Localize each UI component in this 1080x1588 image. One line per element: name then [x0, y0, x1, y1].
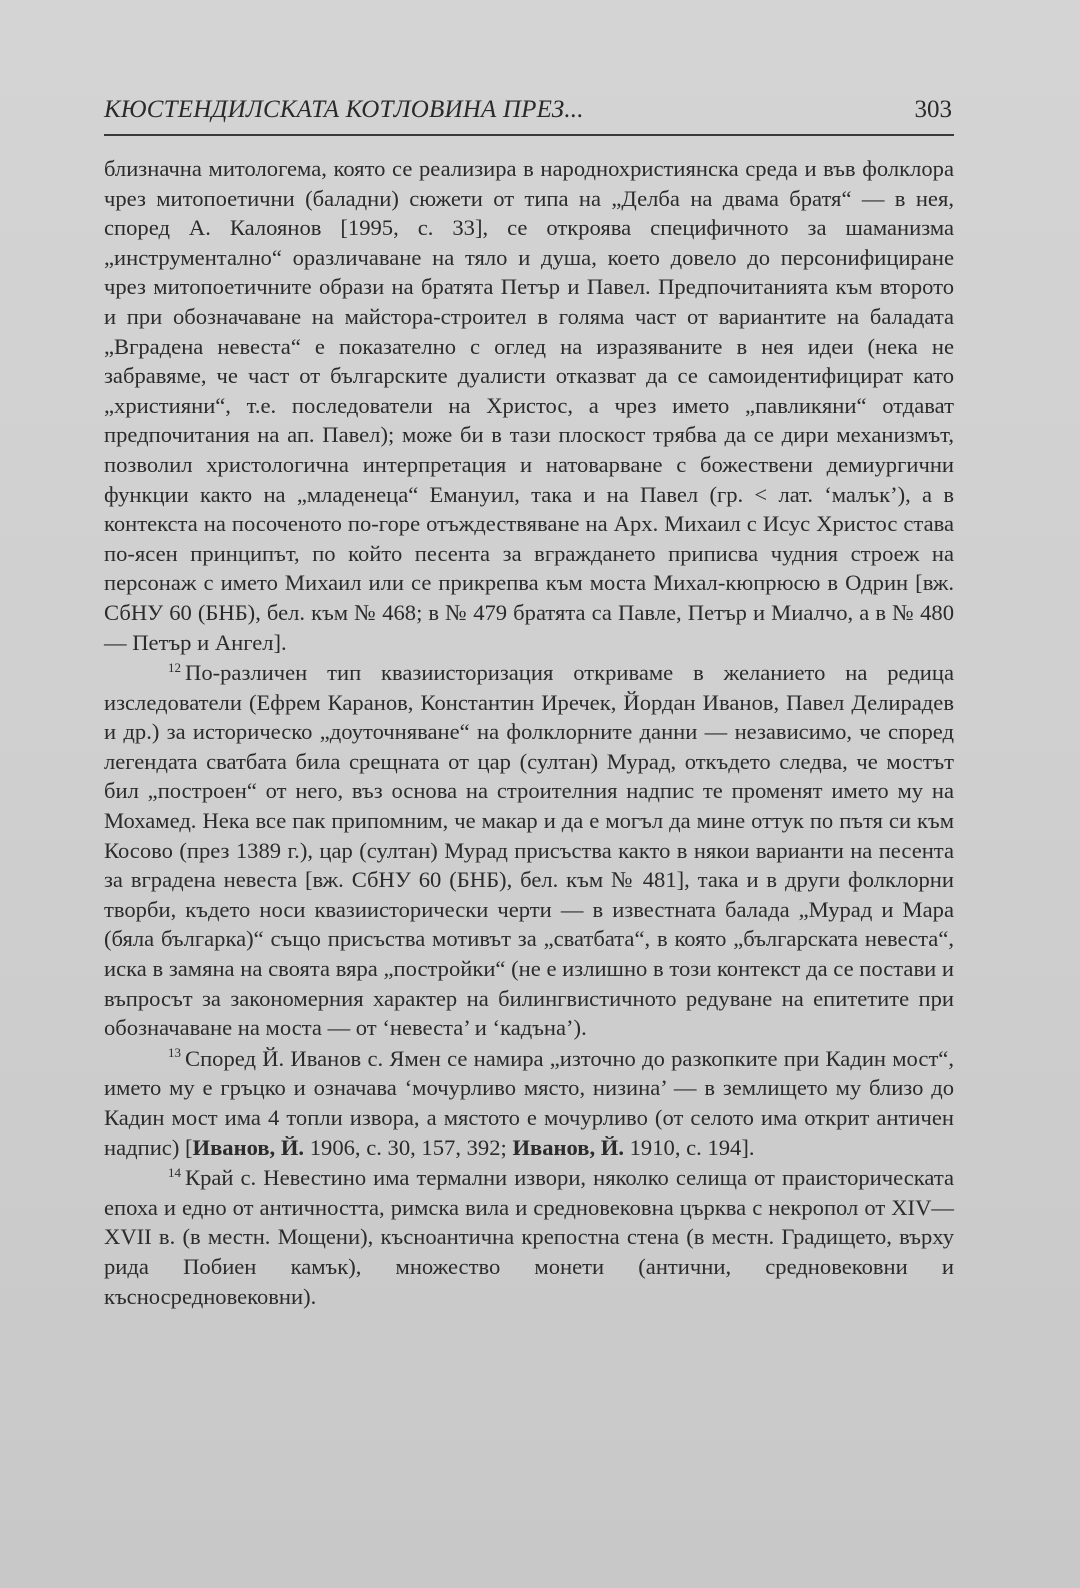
footnote-14-text: Край с. Невестино има термални извори, няколко селища от праисторическата епоха и едно от античността, римска вила и средновековна църква с некропол от XIV—XVII в. (в местн. Мощени), късноантична крепостна стена (в местн. Градището, върху рида Побиен камък), множество монети (антични, средновековни и късносредновековни). — [104, 1165, 954, 1309]
footnote-13 — [104, 1044, 954, 1162]
footnote-13-text-c: 1910, с. 194]. — [623, 1134, 755, 1160]
continuation-paragraph: близначна митологема, която се реализира в народнохристиянска среда и във фолклора чрез митопоетични (баладни) сюжети от типа на „Делба на двама братя“ — в нея, според А. Калоянов [1995, с. 33], се откроява специфичното за шаманизма „инструментално“ оразличаване на тяло и душа, което довело до персонифициране чрез митопоетичните образи на братята Петър и Павел. Предпочитанията към второто и при обозначаване на майстора-строител в голяма част от вариантите на баладата „Вградена невеста“ е показателно с оглед на изразяваните в нея идеи (нека не забравяме, че част от българските дуалисти отказват да се самоидентифицират като „християни“, т.е. последователи на Христос, а чрез името „павликяни“ отдават предпочитания на ап. Павел); може би в тази плоскост трябва да се дири механизмът, позволил христологична интерпретация и натоварване с божествени демиургични функции както на „младенеца“ Емануил, така и на Павел (гр. < лат. ‘малък’), а в контекста на посоченото по-горе отъждествяване на Арх. Михаил с Исус Христос става по-ясен принципът, по който песента за вграждането приписва чудния строеж на персонаж с името Михаил или се прикрепва към моста Михал-кюпрюсю в Одрин [вж. СбНУ 60 (БНБ), бел. към № 468; в № 479 братята са Павле, Петър и Миалчо, а в № 480 — Петър и Ангел]. — [104, 156, 954, 655]
page-body — [104, 154, 954, 1311]
footnote-12-mark: 12 — [168, 659, 181, 675]
footnote-12-text: По-различен тип квазиисторизация откриваме в желанието на редица изследователи (Ефрем Каранов, Константин Иречек, Йордан Иванов, Павел Делирадев и др.) за историческо „доуточняване“ на фолклорните данни — независимо, че според легендата сватбата била срещната от цар (султан) Мурад, откъдето следва, че мостът бил „построен“ от него, въз основа на строителния надпис те променят името му на Мохамед. Нека все пак припомним, че макар и да е могъл да мине оттук по пътя си към Косово (през 1389 г.), цар (султан) Мурад присъства както в някои варианти на песента за вградена невеста [вж. СбНУ 60 (БНБ), бел. към № 481], така и в други фолклорни творби, където носи квазиисторически черти — в известната балада „Мурад и Мара (бяла българка)“ също присъства мотивът за „сватбата“, в която „българската невеста“, иска в замяна на своята вяра „постройки“ (не е излишно в този контекст да се постави и въпросът за закономерния характер на билингвистичното редуване на епитетите при обозначаване на моста — от ‘невеста’ и ‘кадъна’). — [104, 660, 954, 1041]
footnote-12 — [104, 658, 954, 1043]
footnote-14 — [104, 1163, 954, 1311]
footnote-14-mark: 14 — [168, 1164, 181, 1180]
footnote-13-text-a: Според Й. Иванов с. Ямен се намира „източно до разкопките при Кадин мост“, името му е гръцко и означава ‘мочурливо място, низина’ — в землището му близо до Кадин мост има 4 топли извора, а мястото е мочурливо (от селото има открит античен надпис) [ — [104, 1045, 954, 1160]
footnote-13-ref-2: Иванов, Й. — [512, 1134, 624, 1160]
footnote-13-text-b: 1906, с. 30, 157, 392; — [304, 1134, 513, 1160]
running-title: КЮСТЕНДИЛСКАТА КОТЛОВИНА ПРЕЗ... — [104, 96, 584, 123]
page-number: 303 — [914, 96, 952, 123]
footnote-13-ref-1: Иванов, Й. — [192, 1134, 305, 1160]
footnote-13-mark: 13 — [168, 1045, 181, 1061]
running-header — [104, 90, 954, 136]
